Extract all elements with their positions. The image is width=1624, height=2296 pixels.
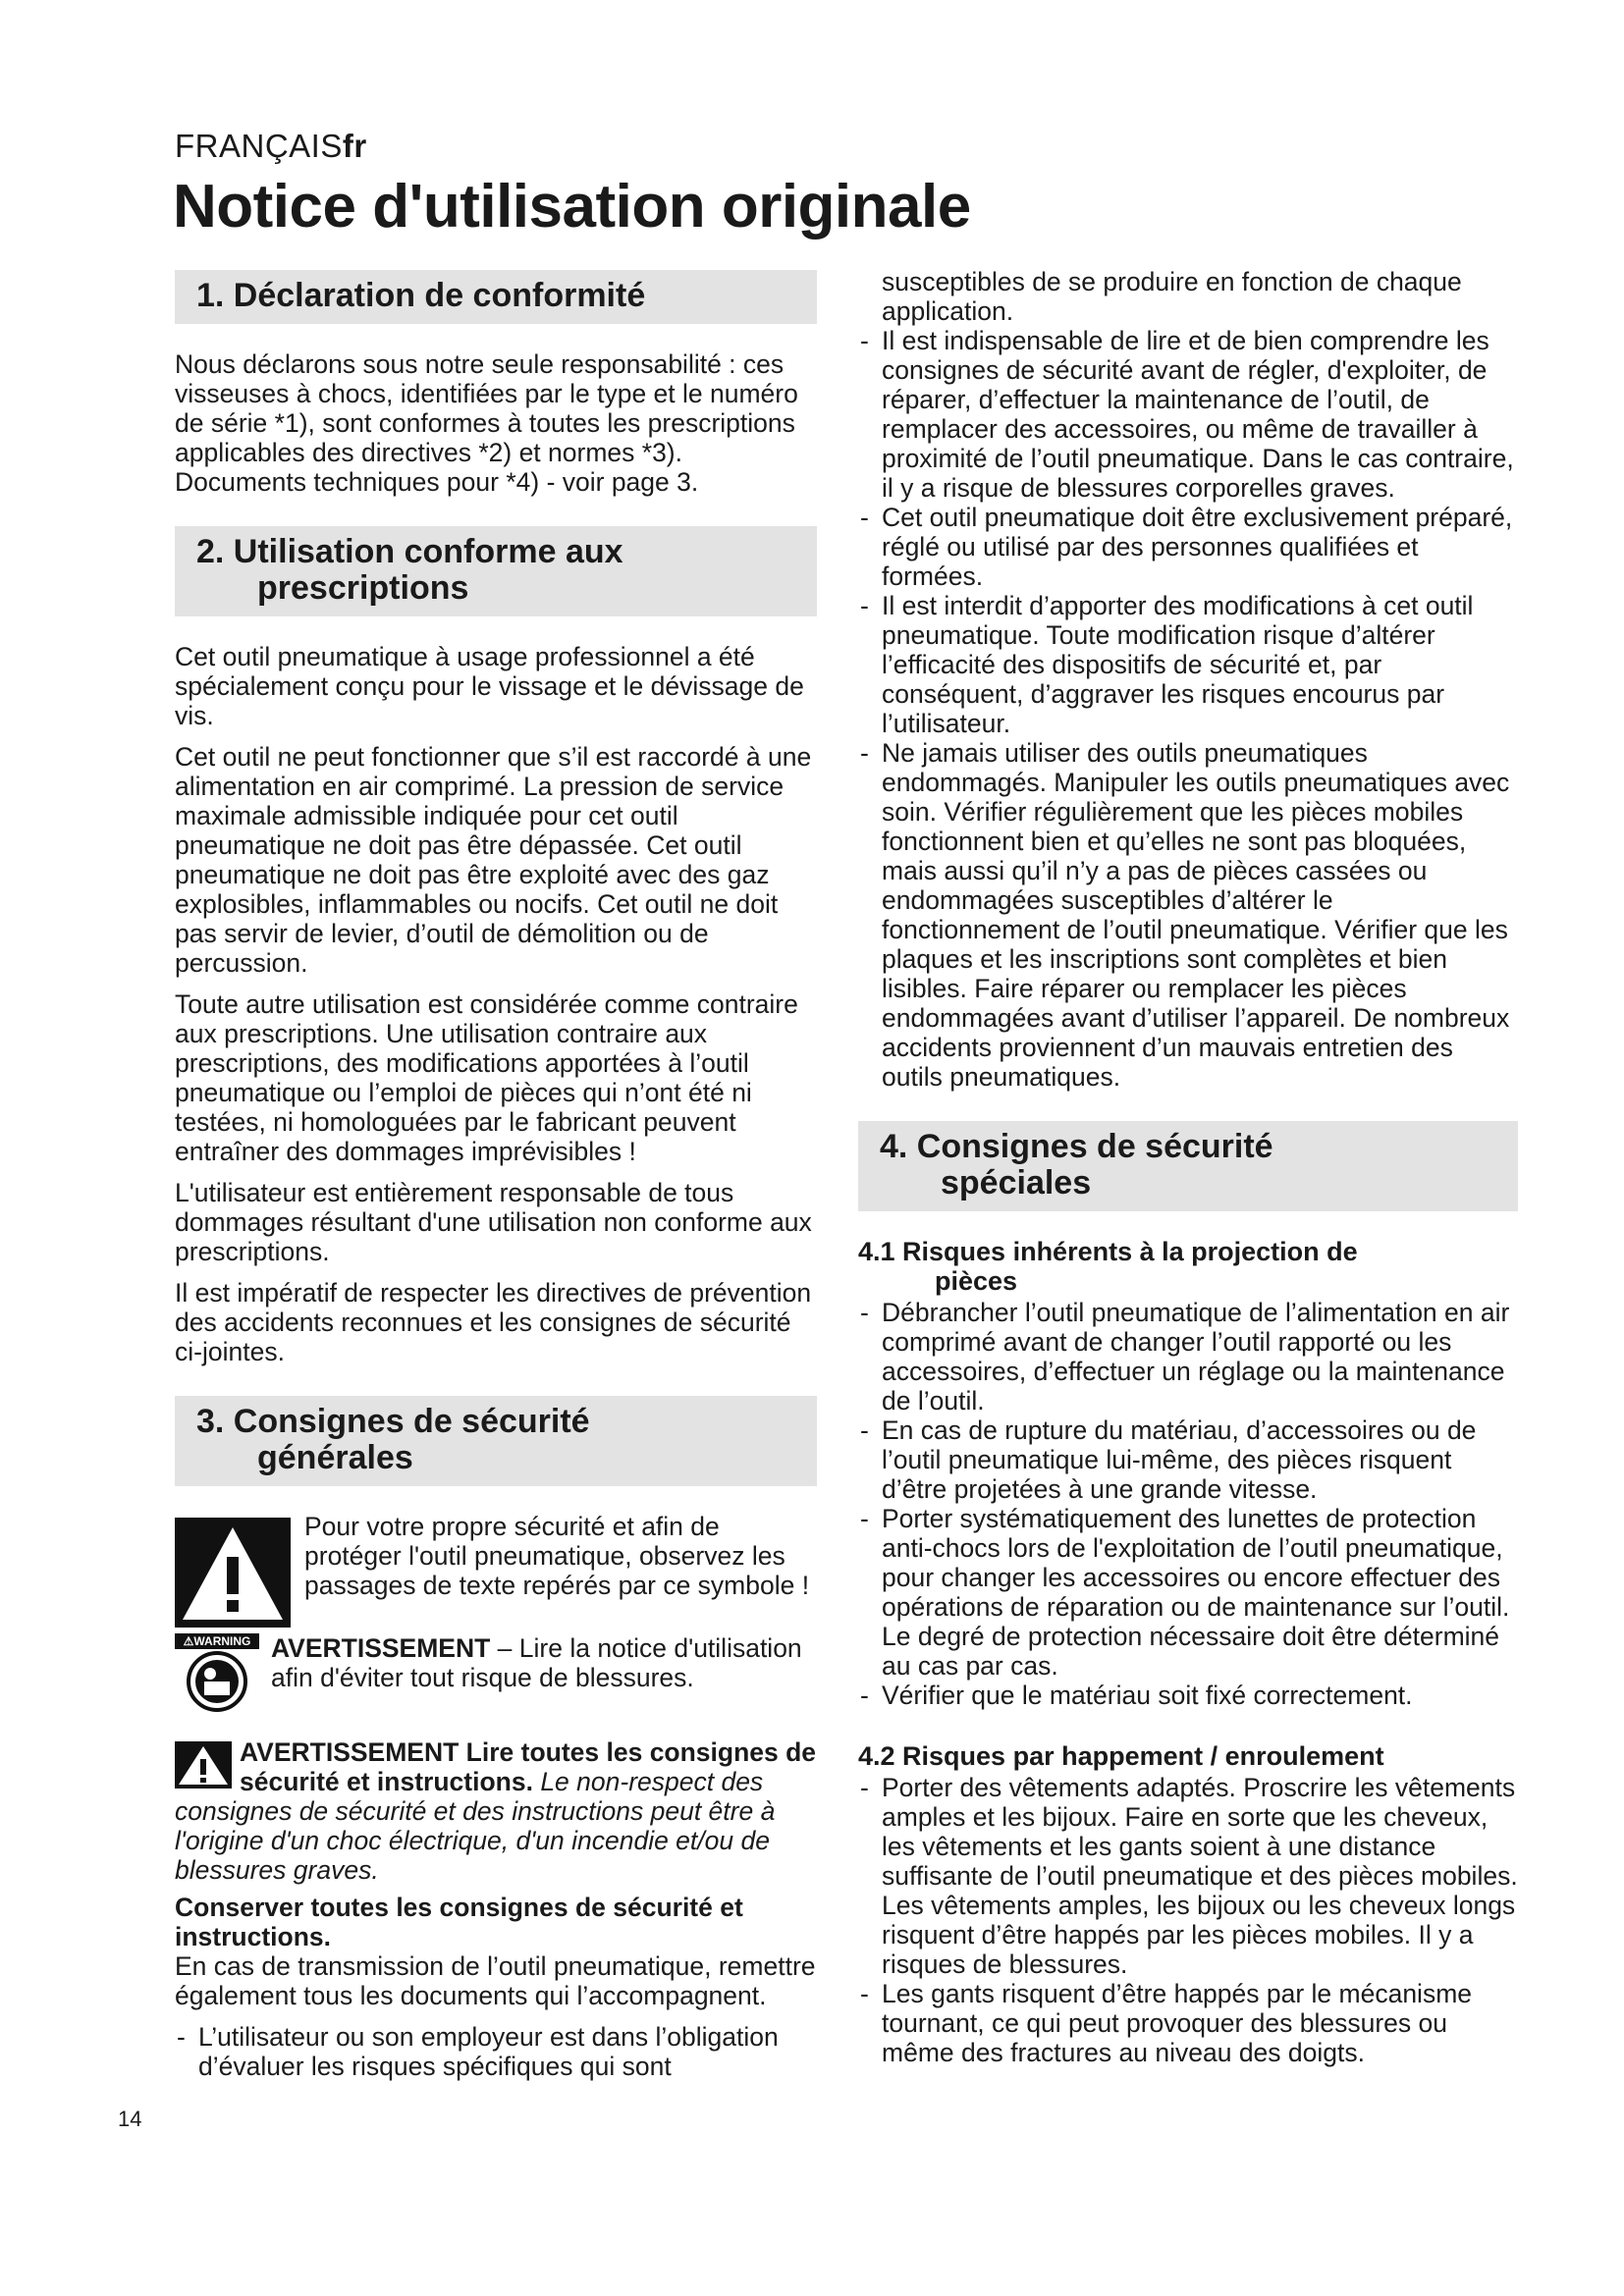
paragraph: L'utilisateur est entièrement responsable de tous dommages résultant d'une utilisation non conforme aux prescriptions. xyxy=(175,1178,812,1266)
page-title: Notice d'utilisation originale xyxy=(173,173,971,240)
right-column xyxy=(858,267,1518,2067)
page-number: 14 xyxy=(118,2107,142,2131)
paragraph: Il est impératif de respecter les directives de prévention des accidents reconnues et les consignes de sécurité ci-jointes. xyxy=(175,1278,812,1366)
subsection-4-1-heading: 4.1 Risques inhérents à la projection de pièces xyxy=(858,1237,1358,1296)
section-4-heading: 4. Consignes de sécurité spéciales xyxy=(858,1121,1518,1211)
safety-symbol-note xyxy=(175,1512,817,1628)
language-name: FRANÇAIS xyxy=(175,128,343,164)
paragraph: Cet outil ne peut fonctionner que s’il est raccordé à une alimentation en air comprimé. La pression de service maximale admissible indiquée pour cet outil pneumatique ne doit pas être dépassée. Cet outil pneumatique ne doit pas être exploité avec des gaz explosibles, inflammables ou nocifs. Cet outil ne doit pas servir de levier, d’outil de démolition ou de percussion. xyxy=(175,742,812,978)
general-warning xyxy=(175,1737,817,1885)
left-safety-list xyxy=(175,2022,817,2081)
read-manual-warning xyxy=(175,1633,817,1720)
warning-label: ⚠WARNING xyxy=(175,1633,259,1649)
list-item: - Il est interdit d’apporter des modifications à cet outil pneumatique. Toute modification risque d’altérer l’efficacité des dispositifs de sécurité et, par conséquent, d’aggraver les risques encourus par l’utilisateur. xyxy=(858,591,1518,738)
language-code: fr xyxy=(342,128,367,164)
section-1-heading: 1. Déclaration de conformité xyxy=(175,270,817,324)
right-safety-list xyxy=(858,326,1518,1092)
section-3-heading: 3. Consignes de sécurité générales xyxy=(175,1396,817,1486)
read-manual-warning-icon xyxy=(175,1633,259,1720)
read-manual-icon xyxy=(175,1649,259,1714)
left-column xyxy=(175,270,817,2081)
warning-text: – Lire la notice d'utilisation afin d'éviter tout risque de blessures. xyxy=(271,1633,802,1692)
conserve-heading: Conserver toutes les consignes de sécurité et instructions. xyxy=(175,1893,743,1951)
subsection-4-2-heading: 4.2 Risques par happement / enroulement xyxy=(858,1741,1384,1771)
list-item: - Il est indispensable de lire et de bien comprendre les consignes de sécurité avant de régler, d'exploiter, de réparer, d’effectuer la maintenance de l’outil, de remplacer des accessoires, ou même de travailler à proximité de l’outil pneumatique. Dans le cas contraire, il y a risque de blessures corporelles graves. xyxy=(858,326,1518,503)
section-1-body: Nous déclarons sous notre seule responsabilité : ces visseuses à chocs, identifiées par le type et le numéro de série *1), sont conformes à toutes les prescriptions applicables des directives *2) et normes *3). Documents techniques pour *4) - voir page 3. xyxy=(175,349,798,497)
section-2-body xyxy=(175,642,817,1366)
entanglement-risk-list xyxy=(858,1773,1518,2067)
list-item: - L’utilisateur ou son employeur est dans l’obligation d’évaluer les risques spécifiques qui sont xyxy=(175,2022,817,2081)
paragraph: Cet outil pneumatique à usage professionnel a été spécialement conçu pour le vissage et le dévissage de vis. xyxy=(175,642,804,730)
projection-risk-list xyxy=(858,1298,1518,1710)
list-item: - Vérifier que le matériau soit fixé correctement. xyxy=(858,1681,1518,1710)
warning-bold: AVERTISSEMENT xyxy=(271,1633,491,1663)
list-item: - Débrancher l’outil pneumatique de l’alimentation en air comprimé avant de changer l’outil rapporté ou les accessoires, d’effectuer un réglage ou la maintenance de l’outil. xyxy=(858,1298,1518,1415)
list-item: - Porter systématiquement des lunettes de protection anti-chocs lors de l'exploitation de l’outil pneumatique, pour changer les accessoires ou encore effectuer des opérations de réparation ou de maintenance sur l’outil. Le degré de protection nécessaire doit être déterminé au cas par cas. xyxy=(858,1504,1518,1681)
list-item: - Porter des vêtements adaptés. Proscrire les vêtements amples et les bijoux. Faire en sorte que les cheveux, les vêtements et les gants soient à une distance suffisante de l’outil pneumatique et des pièces mobiles. Les vêtements amples, les bijoux ou les cheveux longs risquent d’être happés par les pièces mobiles. Il y a risques de blessures. xyxy=(858,1773,1518,1979)
list-item: - Les gants risquent d’être happés par le mécanisme tournant, ce qui peut provoquer des blessures ou même des fractures au niveau des doigts. xyxy=(858,1979,1518,2067)
general-warning-bold: AVERTISSEMENT Lire toutes les consignes de sécurité et instructions. xyxy=(240,1737,817,1796)
general-warning-italic: Le non-respect des consignes de sécurité et des instructions peut être à l'origine d'un choc électrique, d'un incendie et/ou de blessures graves. xyxy=(175,1767,776,1885)
paragraph: Toute autre utilisation est considérée comme contraire aux prescriptions. Une utilisation contraire aux prescriptions, des modifications apportées à l’outil pneumatique ou l’emploi de pièces qui n’ont été ni testées, ni homologuées par le fabricant peuvent entraîner des dommages imprévisibles ! xyxy=(175,989,798,1166)
safety-symbol-text: Pour votre propre sécurité et afin de protéger l'outil pneumatique, observez les passages de texte repérés par ce symbole ! xyxy=(304,1512,810,1600)
list-item: - Ne jamais utiliser des outils pneumatiques endommagés. Manipuler les outils pneumatiques avec soin. Vérifier régulièrement que les pièces mobiles fonctionnent bien et qu’elles ne sont pas bloquées, mais aussi qu’il n’y a pas de pièces cassées ou endommagées susceptibles d’altérer le fonctionnement de l’outil pneumatique. Vérifier que les plaques et les inscriptions sont complètes et bien lisibles. Faire réparer ou remplacer les pièces endommagées avant d’utiliser l’appareil. De nombreux accidents proviennent d’un mauvais entretien des outils pneumatiques. xyxy=(858,738,1518,1092)
continuation-text: susceptibles de se produire en fonction de chaque application. xyxy=(882,267,1462,326)
list-item: - En cas de rupture du matériau, d’accessoires ou de l’outil pneumatique lui-même, des pièces risquent d’être projetées à une grande vitesse. xyxy=(858,1415,1518,1504)
list-item: - Cet outil pneumatique doit être exclusivement préparé, réglé ou utilisé par des personnes qualifiées et formées. xyxy=(858,503,1518,591)
section-2-heading: 2. Utilisation conforme aux prescriptions xyxy=(175,526,817,616)
language-label xyxy=(175,128,367,165)
conserve-text: En cas de transmission de l’outil pneumatique, remettre également tous les documents qui l’accompagnent. xyxy=(175,1951,816,2010)
warning-triangle-small-icon xyxy=(175,1741,232,1789)
warning-triangle-icon xyxy=(175,1518,291,1628)
